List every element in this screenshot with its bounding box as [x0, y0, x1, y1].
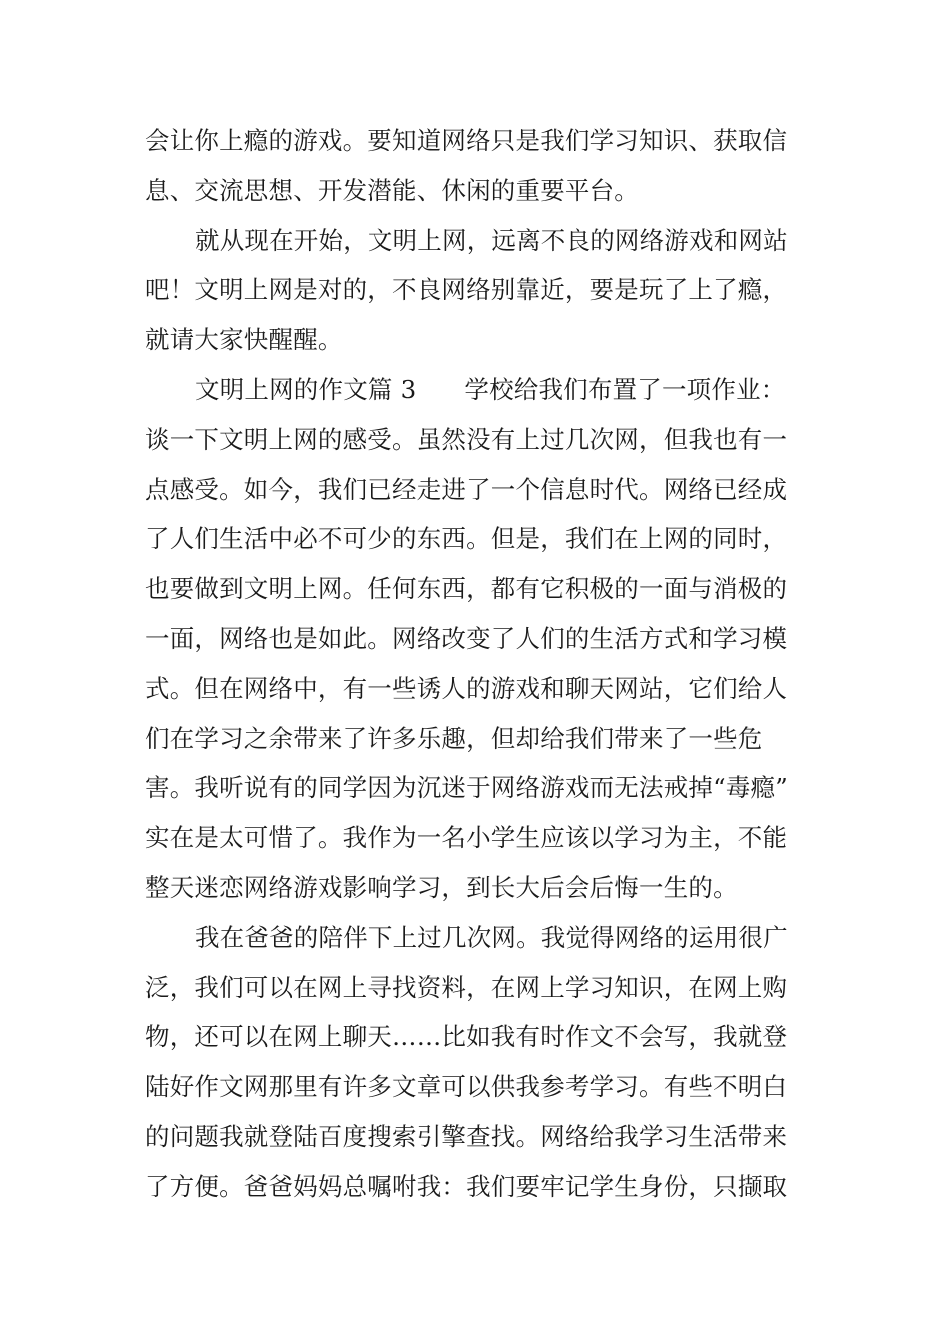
document-body [145, 116, 810, 1212]
text-line-content: 谈一下文明上网的感受。虽然没有上过几次网，但我也有一 [145, 424, 788, 454]
text-line [145, 514, 810, 564]
text-line-content: 文明上网的作文篇 3 [195, 374, 417, 404]
text-line [145, 763, 810, 813]
text-line [145, 863, 810, 913]
text-line-content: 物，还可以在网上聊天……比如我有时作文不会写，我就登 [145, 1022, 788, 1052]
text-line-content: 们在学习之余带来了许多乐趣，但却给我们带来了一些危 [145, 723, 763, 753]
text-line [145, 315, 810, 365]
text-line [145, 813, 810, 863]
text-line-content: 我在爸爸的陪伴下上过几次网。我觉得网络的运用很广 [195, 922, 788, 952]
text-line-content: 陆好作文网那里有许多文章可以供我参考学习。有些不明白 [145, 1072, 788, 1102]
text-line-content: 点感受。如今，我们已经走进了一个信息时代。网络已经成 [145, 474, 788, 504]
text-line-content: 就请大家快醒醒。 [145, 325, 343, 355]
text-line [145, 216, 810, 266]
text-line-content: 也要做到文明上网。任何东西，都有它积极的一面与消极的 [145, 574, 788, 604]
text-line [145, 963, 810, 1013]
text-line-content: 了人们生活中必不可少的东西。但是，我们在上网的同时， [145, 524, 788, 554]
text-line-content: 泛，我们可以在网上寻找资料，在网上学习知识，在网上购 [145, 972, 788, 1002]
text-line [145, 116, 810, 166]
text-line-content: 会让你上瘾的游戏。要知道网络只是我们学习知识、获取信 [145, 126, 788, 155]
text-line [145, 1012, 810, 1062]
text-line [145, 1162, 810, 1212]
text-line [145, 714, 810, 764]
text-line-content: 一面，网络也是如此。网络改变了人们的生活方式和学习模 [145, 623, 788, 653]
text-line [145, 365, 810, 415]
text-line-content: 就从现在开始，文明上网，远离不良的网络游戏和网站 [195, 225, 788, 255]
text-line-content: 式。但在网络中，有一些诱人的游戏和聊天网站，它们给人 [145, 673, 788, 703]
text-line [145, 1062, 810, 1112]
text-line-content: 实在是太可惜了。我作为一名小学生应该以学习为主，不能 [145, 823, 788, 853]
text-line [145, 564, 810, 614]
text-line-content: 整天迷恋网络游戏影响学习，到长大后会后悔一生的。 [145, 872, 738, 902]
text-line-content: 息、交流思想、开发潜能、休闲的重要平台。 [145, 175, 639, 205]
text-line [145, 465, 810, 515]
text-line-content: 的问题我就登陆百度搜索引擎查找。网络给我学习生活带来 [145, 1121, 788, 1151]
text-line-content: 吧！文明上网是对的，不良网络别靠近，要是玩了上了瘾， [145, 275, 788, 305]
text-line [145, 166, 810, 216]
text-line [145, 265, 810, 315]
text-line-tail: 学校给我们布置了一项作业： [464, 374, 786, 404]
text-line [145, 664, 810, 714]
text-line [145, 1112, 810, 1162]
text-line [145, 614, 810, 664]
text-line-content: 了方便。爸爸妈妈总嘱咐我：我们要牢记学生身份，只撷取 [145, 1171, 788, 1201]
text-line-content: 害。我听说有的同学因为沉迷于网络游戏而无法戒掉“毒瘾” [145, 773, 788, 803]
text-line [145, 913, 810, 963]
text-line [145, 415, 810, 465]
